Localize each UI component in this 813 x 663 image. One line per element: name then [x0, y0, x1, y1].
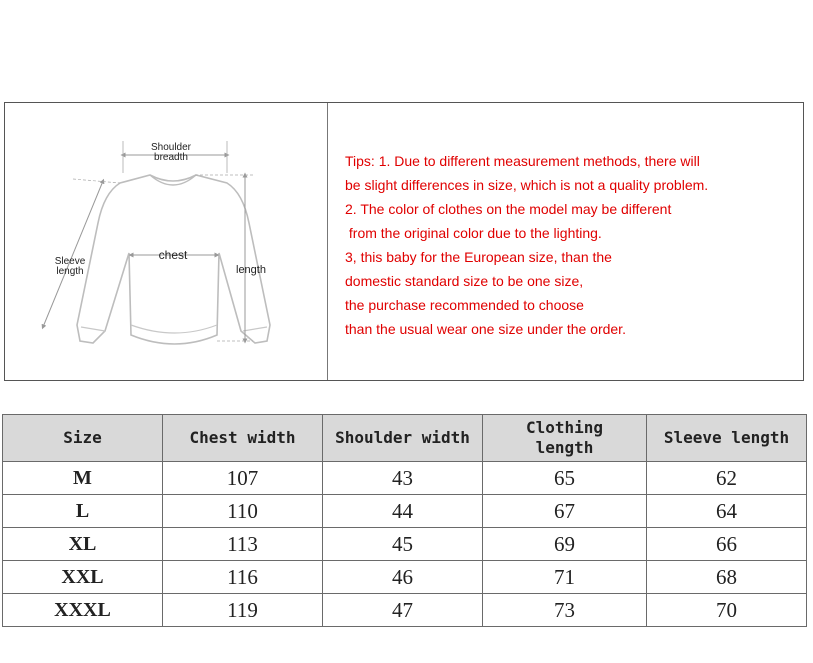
chest-cell: 119	[163, 594, 323, 627]
shoulder-cell: 46	[323, 561, 483, 594]
shoulder-cell: 43	[323, 462, 483, 495]
sleeve-length-label: Sleeve length	[54, 256, 86, 277]
sleeve-cell: 62	[647, 462, 807, 495]
table-row	[3, 495, 807, 528]
chest-cell: 107	[163, 462, 323, 495]
length-cell: 71	[483, 561, 647, 594]
tips-line: domestic standard size to be one size,	[345, 273, 584, 289]
sleeve-cell: 66	[647, 528, 807, 561]
header-clothing-length: Clothing length	[483, 415, 647, 462]
size-chart-table	[2, 414, 807, 627]
sleeve-cell: 70	[647, 594, 807, 627]
shoulder-cell: 44	[323, 495, 483, 528]
size-cell: M	[3, 462, 163, 495]
chest-cell: 116	[163, 561, 323, 594]
size-cell: XXXL	[3, 594, 163, 627]
shoulder-cell: 47	[323, 594, 483, 627]
header-size: Size	[3, 415, 163, 462]
tips-line: 2. The color of clothes on the model may be different	[345, 201, 672, 217]
panel-divider	[327, 103, 328, 380]
length-cell: 67	[483, 495, 647, 528]
length-label: length	[236, 264, 266, 276]
sleeve-cell: 68	[647, 561, 807, 594]
chest-cell: 110	[163, 495, 323, 528]
header-chest-width: Chest width	[163, 415, 323, 462]
table-row	[3, 594, 807, 627]
size-guide-panel	[4, 102, 804, 381]
sleeve-cell: 64	[647, 495, 807, 528]
table-row	[3, 462, 807, 495]
length-cell: 65	[483, 462, 647, 495]
size-cell: XXL	[3, 561, 163, 594]
length-cell: 69	[483, 528, 647, 561]
length-cell: 73	[483, 594, 647, 627]
tips-line: from the original color due to the lighting.	[345, 225, 602, 241]
tips-line: 3, this baby for the European size, than the	[345, 249, 612, 265]
table-row	[3, 561, 807, 594]
tips-text	[345, 149, 795, 341]
header-sleeve-length: Sleeve length	[647, 415, 807, 462]
tips-line: Tips: 1. Due to different measurement methods, there will	[345, 153, 700, 169]
shoulder-cell: 45	[323, 528, 483, 561]
tips-line: the purchase recommended to choose	[345, 297, 584, 313]
size-cell: L	[3, 495, 163, 528]
tips-line: be slight differences in size, which is not a quality problem.	[345, 177, 709, 193]
shoulder-breadth-label: Shoulder breadth	[150, 142, 192, 163]
chest-cell: 113	[163, 528, 323, 561]
header-shoulder-width: Shoulder width	[323, 415, 483, 462]
table-header-row	[3, 415, 807, 462]
measurement-diagram	[5, 103, 327, 380]
size-cell: XL	[3, 528, 163, 561]
tips-line: than the usual wear one size under the order.	[345, 321, 626, 337]
table-row	[3, 528, 807, 561]
chest-label: chest	[158, 248, 188, 262]
